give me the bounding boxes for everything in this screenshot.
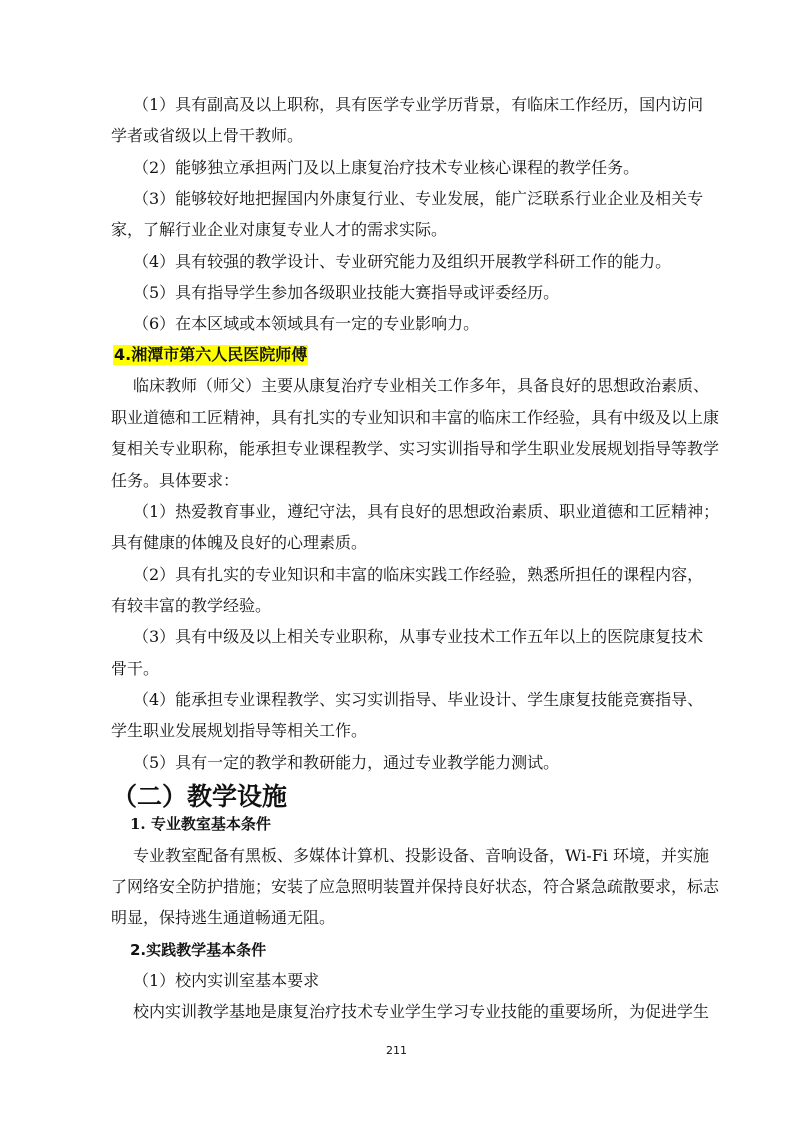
classroom-line-3: 明显，保持逃生通道畅通无阻。 <box>111 908 336 927</box>
requirement-1-line-1: （1）具有副高及以上职称，具有医学专业学历背景，有临床工作经历，国内访问 <box>133 95 704 114</box>
mentor-req-5: （5）具有一定的教学和教研能力，通过专业教学能力测试。 <box>133 753 560 772</box>
requirement-1-line-2: 学者或省级以上骨干教师。 <box>111 126 304 145</box>
section-title-teaching-facilities: （二）教学设施 <box>112 782 288 811</box>
requirement-6: （6）在本区域或本领域具有一定的专业影响力。 <box>133 314 480 333</box>
intro-line-2: 职业道德和工匠精神，具有扎实的专业知识和丰富的临床工作经验，具有中级及以上康 <box>111 408 720 427</box>
requirement-4: （4）具有较强的教学设计、专业研究能力及组织开展教学科研工作的能力。 <box>133 252 672 271</box>
mentor-req-1-line-1: （1）热爱教育事业，遵纪守法，具有良好的思想政治素质、职业道德和工匠精神； <box>133 502 720 521</box>
intro-line-3: 复相关专业职称，能承担专业课程教学、实习实训指导和学生职业发展规划指导等教学 <box>111 439 720 458</box>
intro-line-1: 临床教师（师父）主要从康复治疗专业相关工作多年，具备良好的思想政治素质、 <box>133 376 710 395</box>
page-number: 211 <box>386 1044 407 1057</box>
subheading-practice: 2.实践教学基本条件 <box>130 941 267 959</box>
practice-item-1: （1）校内实训室基本要求 <box>133 971 320 990</box>
subheading-classroom: 1. 专业教室基本条件 <box>130 815 271 833</box>
requirement-2: （2）能够独立承担两门及以上康复治疗技术专业核心课程的教学任务。 <box>133 158 640 177</box>
requirement-5: （5）具有指导学生参加各级职业技能大赛指导或评委经历。 <box>133 283 560 302</box>
mentor-req-4-line-2: 学生职业发展规划指导等相关工作。 <box>111 721 368 740</box>
mentor-req-4-line-1: （4）能承担专业课程教学、实习实训指导、毕业设计、学生康复技能竞赛指导、 <box>133 690 704 709</box>
mentor-req-2-line-2: 有较丰富的教学经验。 <box>111 596 272 615</box>
mentor-req-3-line-2: 骨干。 <box>111 659 160 678</box>
intro-line-4: 任务。具体要求： <box>111 471 240 490</box>
requirement-3-line-1: （3）能够较好地把握国内外康复行业、专业发展，能广泛联系行业企业及相关专 <box>133 189 704 208</box>
classroom-line-2: 了网络安全防护措施；安装了应急照明装置并保持良好状态，符合紧急疏散要求，标志 <box>111 877 720 896</box>
mentor-req-1-line-2: 具有健康的体魄及良好的心理素质。 <box>111 533 368 552</box>
mentor-req-3-line-1: （3）具有中级及以上相关专业职称，从事专业技术工作五年以上的医院康复技术 <box>133 627 704 646</box>
requirement-3-line-2: 家，了解行业企业对康复专业人才的需求实际。 <box>111 220 448 239</box>
practice-line-1: 校内实训教学基地是康复治疗技术专业学生学习专业技能的重要场所，为促进学生 <box>133 1002 710 1021</box>
heading-hospital-mentor: 4.湘潭市第六人民医院师傅 <box>114 345 308 364</box>
classroom-line-1: 专业教室配备有黑板、多媒体计算机、投影设备、音响设备，Wi-Fi 环境，并实施 <box>133 846 709 865</box>
mentor-req-2-line-1: （2）具有扎实的专业知识和丰富的临床实践工作经验，熟悉所担任的课程内容， <box>133 565 704 584</box>
